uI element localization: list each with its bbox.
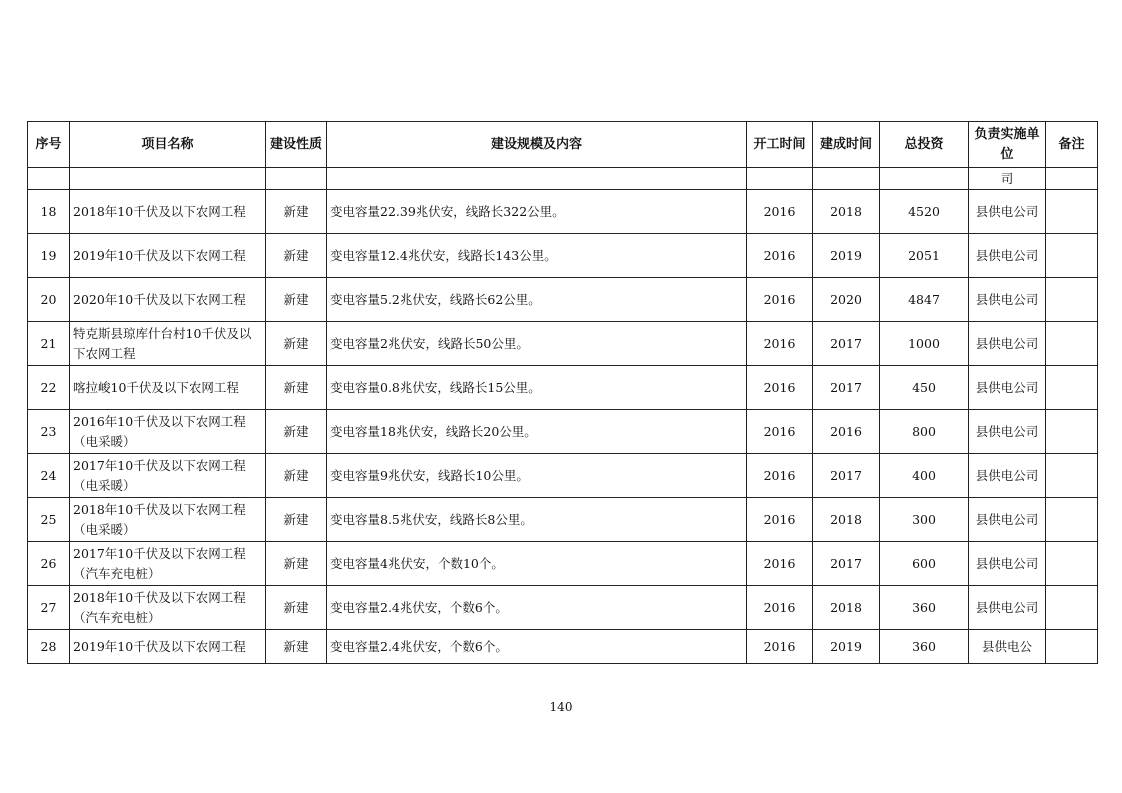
header-invest: 总投资 xyxy=(880,122,969,168)
row-number-cell: 25 xyxy=(28,498,70,542)
header-no: 序号 xyxy=(28,122,70,168)
construction-type-cell: 新建 xyxy=(266,366,327,410)
note-cell xyxy=(1046,410,1098,454)
responsible-unit-cell: 县供电公司 xyxy=(969,542,1046,586)
note-cell xyxy=(1046,586,1098,630)
table-cell xyxy=(813,168,880,190)
end-year-cell: 2017 xyxy=(813,542,880,586)
scale-content-cell: 变电容量12.4兆伏安，线路长143公里。 xyxy=(327,234,747,278)
investment-cell: 4520 xyxy=(880,190,969,234)
project-name-cell: 特克斯县琼库什台村10千伏及以下农网工程 xyxy=(70,322,266,366)
scale-content-cell: 变电容量0.8兆伏安，线路长15公里。 xyxy=(327,366,747,410)
responsible-unit-cell: 县供电公司 xyxy=(969,322,1046,366)
project-name-cell: 2018年10千伏及以下农网工程 xyxy=(70,190,266,234)
scale-content-cell: 变电容量9兆伏安，线路长10公里。 xyxy=(327,454,747,498)
table-cell xyxy=(327,168,747,190)
start-year-cell: 2016 xyxy=(747,542,813,586)
table-cell xyxy=(28,168,70,190)
scale-content-cell: 变电容量8.5兆伏安，线路长8公里。 xyxy=(327,498,747,542)
start-year-cell: 2016 xyxy=(747,498,813,542)
note-cell xyxy=(1046,630,1098,664)
scale-content-cell: 变电容量18兆伏安，线路长20公里。 xyxy=(327,410,747,454)
investment-cell: 2051 xyxy=(880,234,969,278)
responsible-unit-cell: 县供电公司 xyxy=(969,190,1046,234)
construction-type-cell: 新建 xyxy=(266,410,327,454)
row-number-cell: 26 xyxy=(28,542,70,586)
header-unit: 负责实施单位 xyxy=(969,122,1046,168)
project-name-cell: 2020年10千伏及以下农网工程 xyxy=(70,278,266,322)
table-row xyxy=(28,234,1098,278)
project-name-cell: 2019年10千伏及以下农网工程 xyxy=(70,630,266,664)
start-year-cell: 2016 xyxy=(747,366,813,410)
project-name-cell: 喀拉峻10千伏及以下农网工程 xyxy=(70,366,266,410)
project-name-cell: 2018年10千伏及以下农网工程（汽车充电桩） xyxy=(70,586,266,630)
responsible-unit-cell: 县供电公司 xyxy=(969,586,1046,630)
investment-cell: 4847 xyxy=(880,278,969,322)
start-year-cell: 2016 xyxy=(747,278,813,322)
scale-content-cell: 变电容量4兆伏安，个数10个。 xyxy=(327,542,747,586)
row-number-cell: 18 xyxy=(28,190,70,234)
scale-content-cell: 变电容量22.39兆伏安，线路长322公里。 xyxy=(327,190,747,234)
end-year-cell: 2019 xyxy=(813,234,880,278)
table-row xyxy=(28,278,1098,322)
row-number-cell: 21 xyxy=(28,322,70,366)
responsible-unit-cell: 县供电公司 xyxy=(969,278,1046,322)
note-cell xyxy=(1046,190,1098,234)
responsible-unit-cell: 县供电公司 xyxy=(969,410,1046,454)
header-name: 项目名称 xyxy=(70,122,266,168)
end-year-cell: 2017 xyxy=(813,366,880,410)
start-year-cell: 2016 xyxy=(747,234,813,278)
construction-type-cell: 新建 xyxy=(266,498,327,542)
table-cell xyxy=(70,168,266,190)
table-cell xyxy=(747,168,813,190)
table-cell xyxy=(266,168,327,190)
end-year-cell: 2019 xyxy=(813,630,880,664)
responsible-unit-cell: 县供电公司 xyxy=(969,454,1046,498)
page-number: 140 xyxy=(549,700,573,714)
header-start: 开工时间 xyxy=(747,122,813,168)
scale-content-cell: 变电容量2.4兆伏安，个数6个。 xyxy=(327,586,747,630)
row-number-cell: 24 xyxy=(28,454,70,498)
table-row xyxy=(28,542,1098,586)
table-row xyxy=(28,366,1098,410)
header-type: 建设性质 xyxy=(266,122,327,168)
construction-type-cell: 新建 xyxy=(266,586,327,630)
table-row xyxy=(28,322,1098,366)
end-year-cell: 2018 xyxy=(813,498,880,542)
end-year-cell: 2020 xyxy=(813,278,880,322)
investment-cell: 600 xyxy=(880,542,969,586)
construction-type-cell: 新建 xyxy=(266,278,327,322)
row-number-cell: 23 xyxy=(28,410,70,454)
table-row xyxy=(28,410,1098,454)
project-name-cell: 2017年10千伏及以下农网工程（汽车充电桩） xyxy=(70,542,266,586)
table-row xyxy=(28,630,1098,664)
construction-type-cell: 新建 xyxy=(266,234,327,278)
scale-content-cell: 变电容量2.4兆伏安，个数6个。 xyxy=(327,630,747,664)
note-cell xyxy=(1046,498,1098,542)
project-name-cell: 2016年10千伏及以下农网工程（电采暖） xyxy=(70,410,266,454)
construction-type-cell: 新建 xyxy=(266,322,327,366)
header-content: 建设规模及内容 xyxy=(327,122,747,168)
project-name-cell: 2018年10千伏及以下农网工程（电采暖） xyxy=(70,498,266,542)
note-cell xyxy=(1046,234,1098,278)
note-cell xyxy=(1046,542,1098,586)
row-number-cell: 27 xyxy=(28,586,70,630)
start-year-cell: 2016 xyxy=(747,454,813,498)
note-cell xyxy=(1046,322,1098,366)
investment-cell: 800 xyxy=(880,410,969,454)
construction-type-cell: 新建 xyxy=(266,190,327,234)
project-table xyxy=(27,121,1098,664)
investment-cell: 360 xyxy=(880,586,969,630)
construction-type-cell: 新建 xyxy=(266,630,327,664)
investment-cell: 360 xyxy=(880,630,969,664)
project-name-cell: 2017年10千伏及以下农网工程（电采暖） xyxy=(70,454,266,498)
end-year-cell: 2017 xyxy=(813,322,880,366)
note-cell xyxy=(1046,278,1098,322)
investment-cell: 450 xyxy=(880,366,969,410)
continuation-unit-cell: 司 xyxy=(969,168,1046,190)
continuation-row xyxy=(28,168,1098,190)
responsible-unit-cell: 县供电公司 xyxy=(969,234,1046,278)
row-number-cell: 22 xyxy=(28,366,70,410)
header-end: 建成时间 xyxy=(813,122,880,168)
investment-cell: 400 xyxy=(880,454,969,498)
investment-cell: 1000 xyxy=(880,322,969,366)
table-cell xyxy=(880,168,969,190)
start-year-cell: 2016 xyxy=(747,630,813,664)
end-year-cell: 2018 xyxy=(813,190,880,234)
note-cell xyxy=(1046,454,1098,498)
header-row xyxy=(28,122,1098,168)
row-number-cell: 19 xyxy=(28,234,70,278)
start-year-cell: 2016 xyxy=(747,190,813,234)
scale-content-cell: 变电容量2兆伏安，线路长50公里。 xyxy=(327,322,747,366)
header-note: 备注 xyxy=(1046,122,1098,168)
table-row xyxy=(28,190,1098,234)
table-row xyxy=(28,454,1098,498)
row-number-cell: 28 xyxy=(28,630,70,664)
table-row xyxy=(28,586,1098,630)
start-year-cell: 2016 xyxy=(747,586,813,630)
end-year-cell: 2016 xyxy=(813,410,880,454)
responsible-unit-cell: 县供电公 xyxy=(969,630,1046,664)
start-year-cell: 2016 xyxy=(747,410,813,454)
responsible-unit-cell: 县供电公司 xyxy=(969,366,1046,410)
construction-type-cell: 新建 xyxy=(266,454,327,498)
row-number-cell: 20 xyxy=(28,278,70,322)
table-cell xyxy=(1046,168,1098,190)
end-year-cell: 2017 xyxy=(813,454,880,498)
start-year-cell: 2016 xyxy=(747,322,813,366)
project-name-cell: 2019年10千伏及以下农网工程 xyxy=(70,234,266,278)
scale-content-cell: 变电容量5.2兆伏安，线路长62公里。 xyxy=(327,278,747,322)
construction-type-cell: 新建 xyxy=(266,542,327,586)
table-row xyxy=(28,498,1098,542)
investment-cell: 300 xyxy=(880,498,969,542)
note-cell xyxy=(1046,366,1098,410)
responsible-unit-cell: 县供电公司 xyxy=(969,498,1046,542)
end-year-cell: 2018 xyxy=(813,586,880,630)
